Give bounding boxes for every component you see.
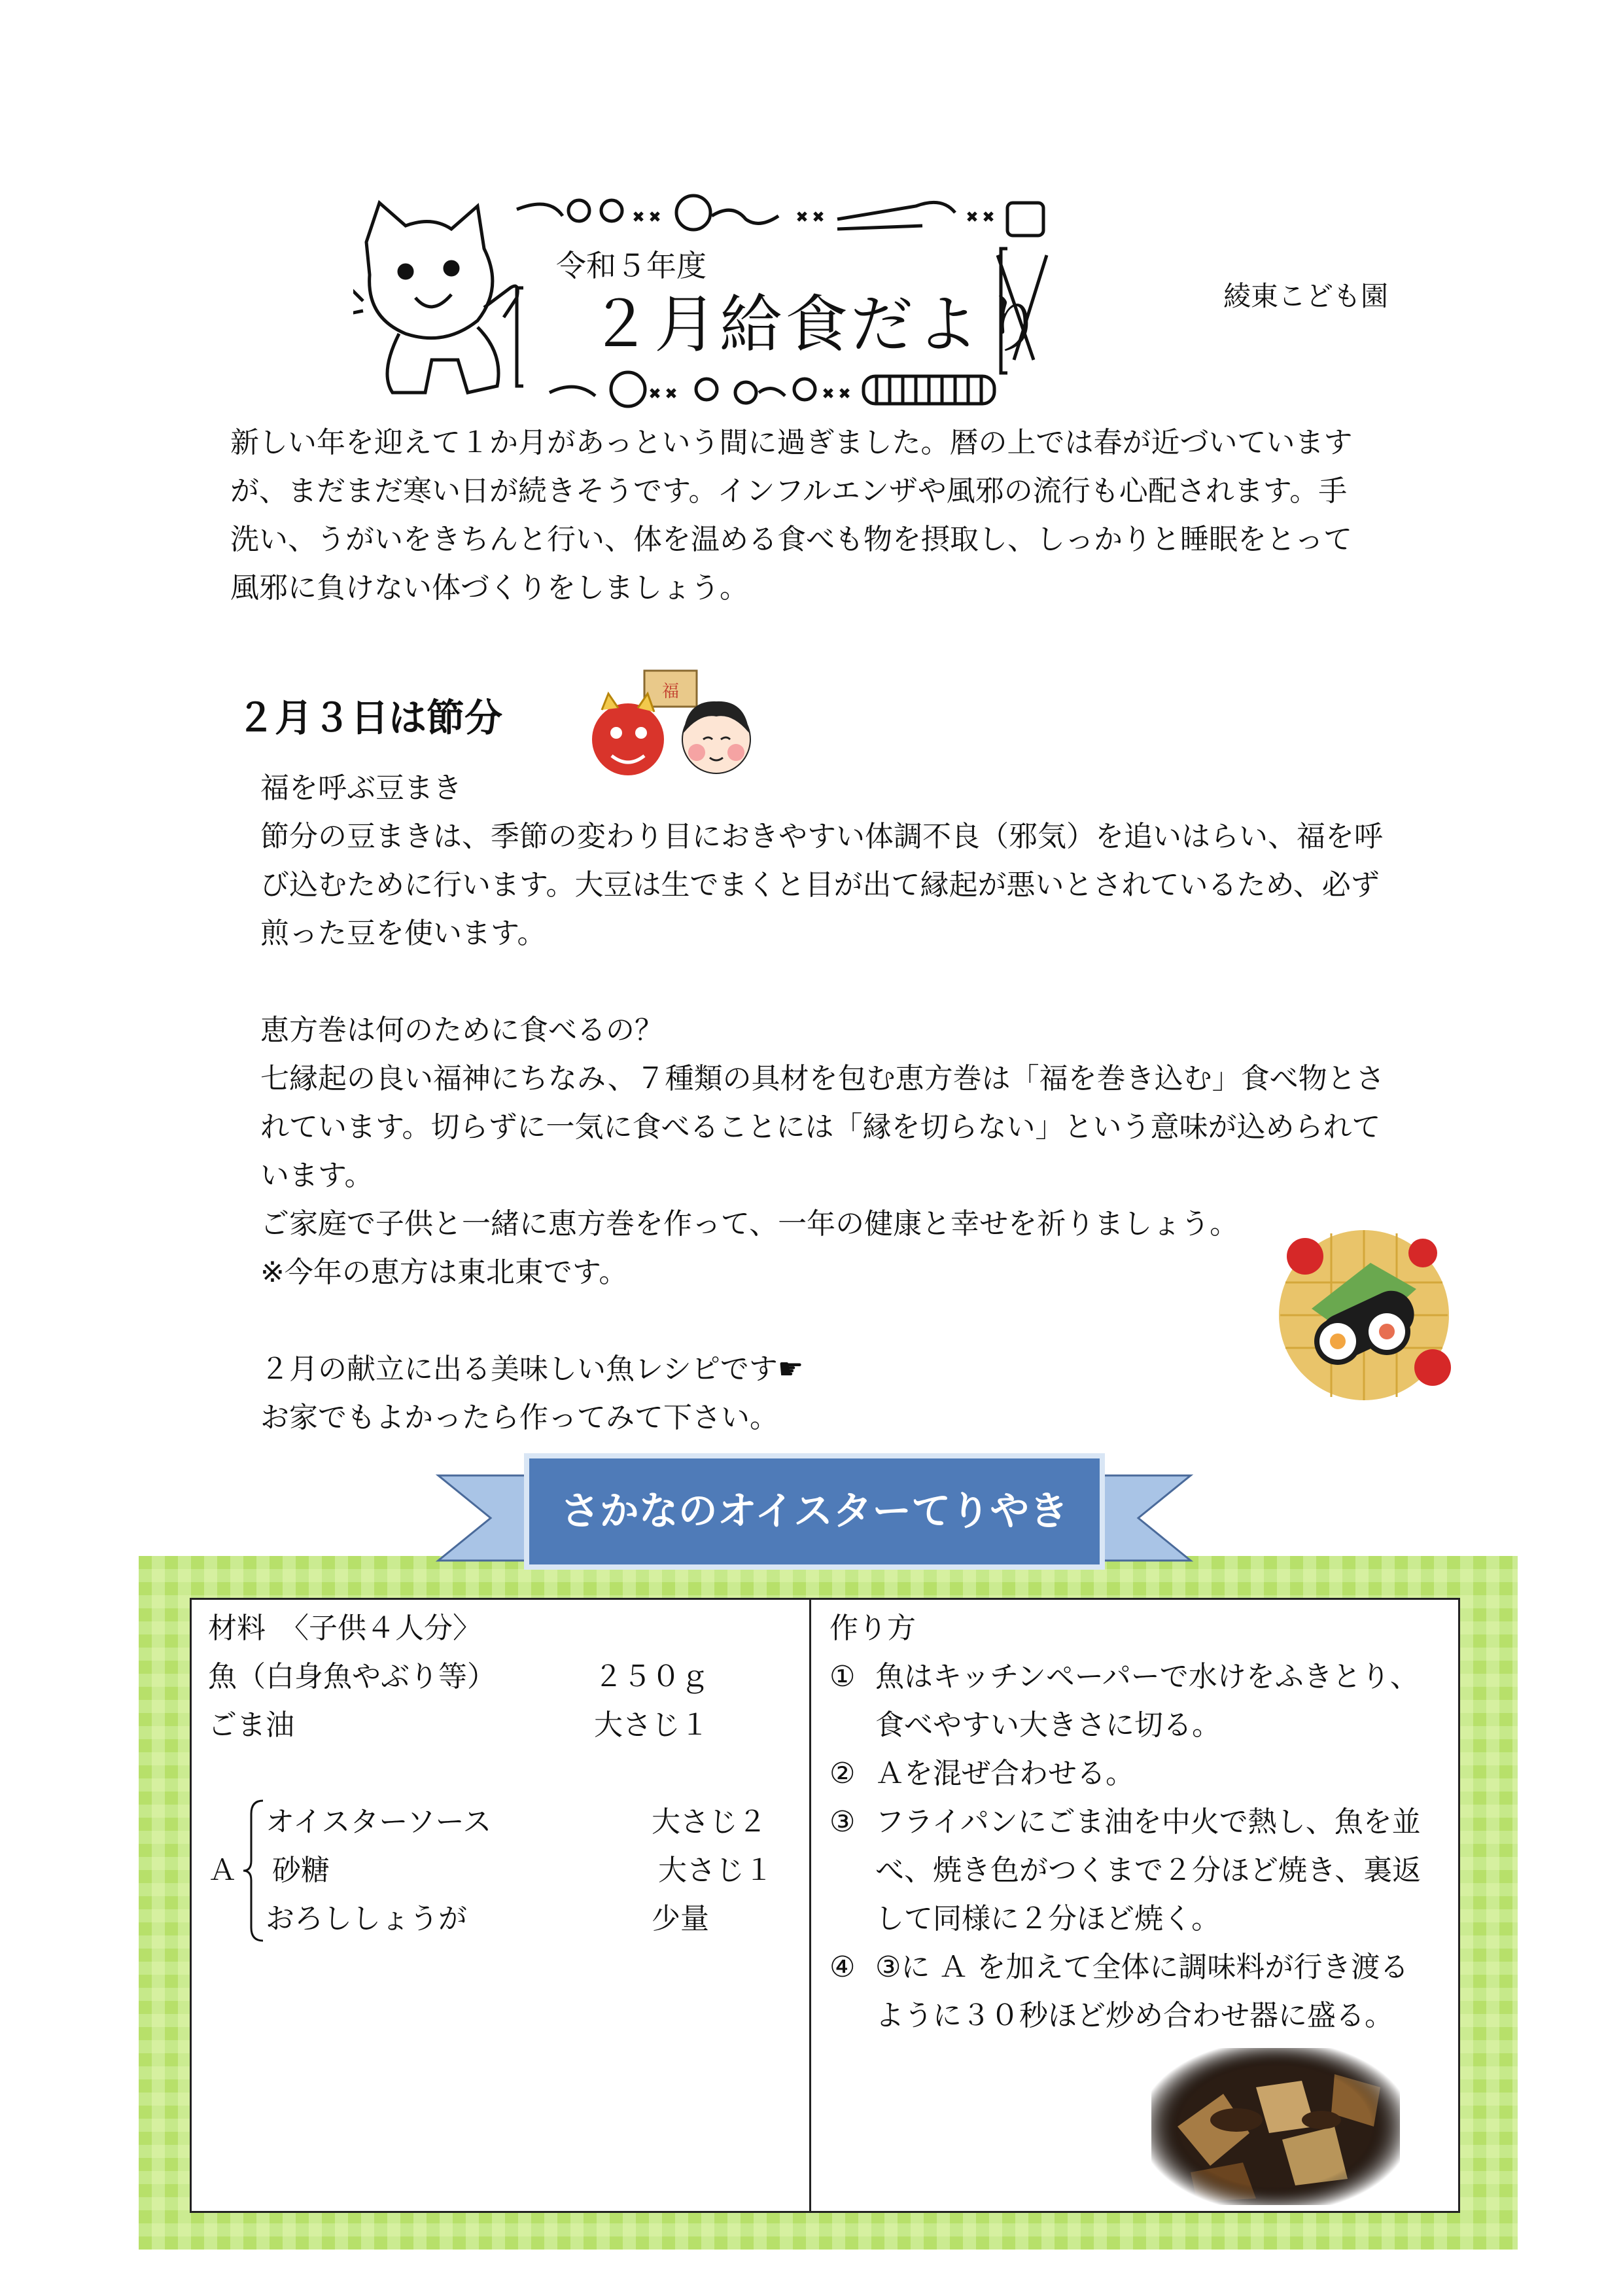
- ingredient-row: [208, 1701, 797, 1750]
- step-line: Ａを混ぜ合わせる。: [875, 1757, 1134, 1790]
- step-number: ④: [829, 1951, 856, 1984]
- section-heading-setsubun: ２月３日は節分: [237, 696, 503, 740]
- sauce-name: オイスターソース: [266, 1805, 492, 1839]
- step-number: ①: [829, 1660, 856, 1693]
- step-number: ③: [829, 1805, 856, 1839]
- header-subtitle: 令和５年度: [556, 248, 707, 283]
- step-line: 魚はキッチンペーパーで水けをふきとり、: [875, 1660, 1419, 1693]
- mamemaki-line: 節分の豆まきは、季節の変わり目におきやすい体調不良（邪気）を追いはらい、福を呼: [260, 820, 1383, 853]
- intro-line: が、まだまだ寒い日が続きそうです。インフルエンザや風邪の流行も心配されます。手: [230, 474, 1348, 508]
- sauce-amount: 大さじ２: [652, 1805, 767, 1839]
- steps-title: 作り方: [829, 1612, 916, 1645]
- brace-icon: [241, 1798, 267, 1943]
- page-title: ２月給食だより: [589, 288, 1047, 361]
- sauce-group: [208, 1798, 797, 1943]
- ingredient-amount: 大さじ１: [594, 1708, 709, 1742]
- step-line: フライパンにごま油を中火で熱し、魚を並: [875, 1805, 1421, 1839]
- ingredient-name: 魚（白身魚やぶり等）: [208, 1660, 496, 1693]
- ehomaki-line: れています。切らずに一気に食べることには「縁を切らない」という意味が込められて: [260, 1110, 1381, 1144]
- ingredient-row: [208, 1653, 797, 1701]
- mamemaki-line: び込むために行います。大豆は生でまくと目が出て縁起が悪いとされているため、必ず: [260, 868, 1380, 902]
- sauce-amount: 大さじ１: [658, 1854, 773, 1887]
- sauce-amount: 少量: [652, 1902, 709, 1935]
- ingredient-name: ごま油: [208, 1708, 294, 1742]
- step-line: 食べやすい大きさに切る。: [875, 1708, 1221, 1742]
- step-line: ③に Ａ を加えて全体に調味料が行き渡る: [875, 1951, 1409, 1984]
- step-line: ように３０秒ほど炒め合わせ器に盛る。: [875, 1999, 1393, 2032]
- recipe-intro-line: お家でもよかったら作ってみて下さい。: [260, 1401, 778, 1434]
- sauce-row: [266, 1846, 773, 1895]
- sauce-row: [266, 1798, 767, 1846]
- ehomaki-line: ※今年の恵方は東北東です。: [260, 1256, 628, 1289]
- ehomaki-illustration: [1266, 1217, 1462, 1413]
- cat-mascot-icon: [353, 203, 517, 393]
- intro-line: 洗い、うがいをきちんと行い、体を温める食べも物を摂取し、しっかりと睡眠をとって: [230, 523, 1353, 556]
- step-item: [829, 1943, 1457, 2040]
- subsection-title-mamemaki: 福を呼ぶ豆まき: [260, 771, 462, 805]
- steps-column: [829, 1604, 1457, 2040]
- ingredients-title: 材料 〈子供４人分〉: [208, 1612, 481, 1645]
- sauce-label: Ａ: [208, 1854, 237, 1887]
- intro-line: 風邪に負けない体づくりをしましょう。: [230, 571, 748, 605]
- step-line: して同様に２分ほど焼く。: [875, 1902, 1221, 1935]
- intro-line: 新しい年を迎えて１か月があっという間に過ぎました。暦の上では春が近づいています: [230, 426, 1353, 459]
- ehomaki-line: 七縁起の良い福神にちなみ、７種類の具材を包む恵方巻は「福を巻き込む」食べ物とさ: [260, 1062, 1385, 1095]
- recipe-divider: [809, 1598, 811, 2213]
- sauce-name: 砂糖: [272, 1854, 330, 1887]
- dish-photo: [1151, 2048, 1400, 2205]
- subsection-title-ehomaki: 恵方巻は何のために食べるの？: [260, 1014, 663, 1047]
- sauce-row: [266, 1895, 763, 1943]
- ehomaki-line: います。: [260, 1159, 374, 1192]
- step-item: [829, 1653, 1457, 1750]
- svg-text:福: 福: [661, 682, 680, 701]
- sauce-name: おろししょうが: [266, 1902, 467, 1935]
- school-name: 綾東こども園: [1223, 280, 1389, 312]
- ingredient-amount: ２５０ｇ: [594, 1660, 709, 1693]
- step-item: [829, 1798, 1457, 1943]
- mamemaki-line: 煎った豆を使います。: [260, 917, 546, 950]
- recipe-title: さかなのオイスターてりやき: [560, 1489, 1069, 1534]
- intro-paragraph: [230, 419, 1395, 612]
- recipe-intro-line: ２月の献立に出る美味しい魚レシピです☛: [260, 1352, 804, 1386]
- header-frame: [353, 177, 1132, 425]
- setsubun-body: [260, 764, 1399, 1442]
- step-item: [829, 1750, 1457, 1798]
- ehomaki-line: ご家庭で子供と一緒に恵方巻を作って、一年の健康と幸せを祈りましょう。: [260, 1207, 1239, 1241]
- step-line: べ、焼き色がつくまで２分ほど焼き、裏返: [875, 1854, 1422, 1887]
- step-number: ②: [829, 1757, 856, 1790]
- ingredients-column: [208, 1604, 797, 1943]
